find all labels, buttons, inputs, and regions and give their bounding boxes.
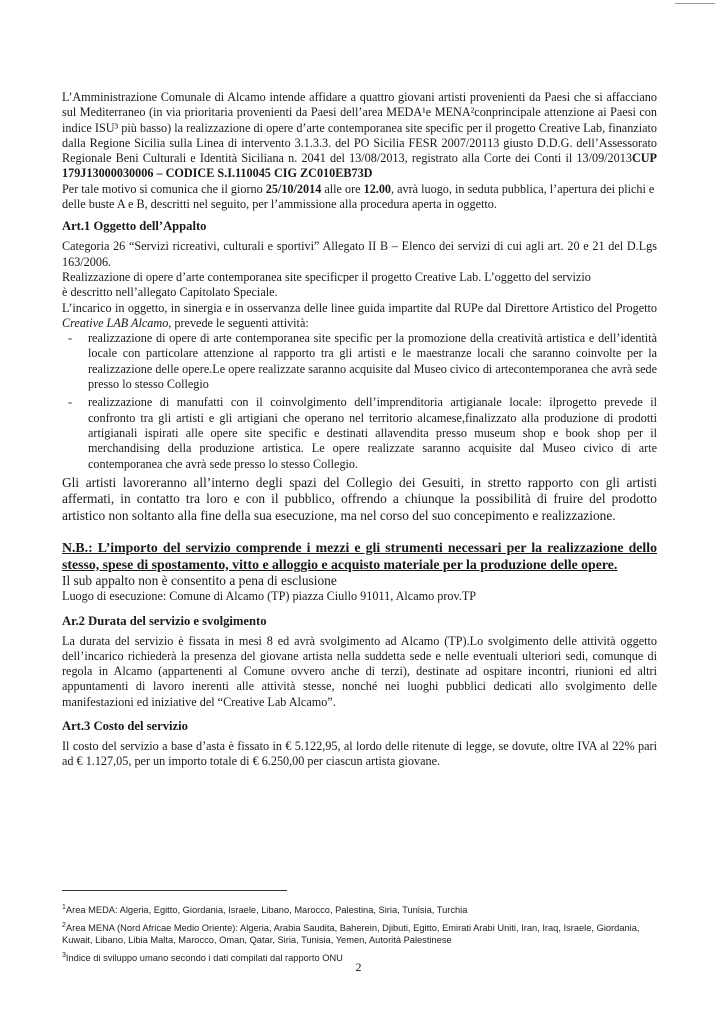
list-item: - realizzazione di opere di arte contemporanea site specific per la promozione della creatività artistica e dell’identità locale con particolare attenzione al rapporto tra gli artisti e le maestranze locali che saranno coinvolte per la realizzazione delle opere.Le opere realizzate saranno acquisite dal Museo civico di artecontemporanea che avrà sede presso lo stesso Collegio: [88, 331, 657, 392]
art3-text: Il costo del servizio a base d’asta è fissato in € 5.122,95, al lordo delle ritenute di legge, se dovute, oltre IVA al 22% pari ad € 1.127,05, per un importo totale di € 6.250,00 per ciascun artista giovane.: [62, 738, 657, 769]
convocation-post: , avrà luogo, in seduta pubblica, l’apertura dei plichi e delle buste A e B, descritti nel seguito, per l’ammissione alla procedura aperta in oggetto.: [62, 181, 655, 212]
footnote-separator: [62, 890, 287, 891]
art1-heading: Art.1 Oggetto dell’Appalto: [62, 219, 207, 234]
art1-artists-paragraph: Gli artisti lavoreranno all’interno degli spazi del Collegio dei Gesuiti, in stretto rapporto con gli artisti affermati, in contatto tra loro e con il pubblico, offrendo a chiunque la possibilità di fruire del prodotto artistico non soltanto alla fine della sua esecuzione, ma nel corso del suo concepimento e realizzazione.: [62, 474, 657, 524]
nb-notice: N.B.: L’importo del servizio comprende i mezzi e gli strumenti necessari per la realizzazione dello stesso, spese di spostamento, vitto e alloggio e acquisto materiale per la produzione delle opere.: [62, 539, 657, 572]
footnote-mark: 2: [62, 922, 66, 930]
art1-realization-line1: Realizzazione di opere d’arte contemporanea site specificper il progetto Creative Lab. L’oggetto del servizio: [62, 269, 591, 284]
footnote-1: [62, 902, 657, 916]
footnote-text: Area MENA (Nord Africae Medio Oriente): Algeria, Arabia Saudita, Baherein, Djibuti, Egitto, Emirati Arabi Uniti, Iran, Iraq, Israele, Giordania, Kuwait, Libano, Libia Malta, Marocco, Oman, Qatar, Siria, Tunisia, Yemen, Autorità Palestinese: [62, 923, 640, 946]
art1-assignment: [62, 301, 657, 332]
art2-heading: Ar.2 Durata del servizio e svolgimento: [62, 613, 267, 628]
convocation-pre: Per tale motivo si comunica che il giorno: [62, 181, 266, 196]
intro-text: L’Amministrazione Comunale di Alcamo intende affidare a quattro giovani artisti provenienti da Paesi che si affacciano sul Mediterraneo (in via prioritaria provenienti da Paesi dell’area MEDA¹e MENA²conprincipale attenzione ai Paesi con indice ISU³ più basso) la realizzazione di opere d’arte contemporanea site specific per il progetto Creative Lab, finanziato dalla Regione Sicilia sulla Linea di intervento 3.1.3.3. del PO Sicilia FESR 2007/20113 giusto D.D.G. dell’Assessorato Regionale Beni Culturali e Identità Siciliana n. 2041 del 13/08/2013, registrato alla Corte dei Conti il 13/09/2013: [62, 90, 657, 166]
art2-text: La durata del servizio è fissata in mesi 8 ed avrà svolgimento ad Alcamo (TP).Lo svolgimento delle attività oggetto dell’incarico richiederà la presenza del giovane artista nella suddetta sede e nelle eventuali ulteriori sedi, comunque di regola in Alcamo (appartenenti al Comune ovvero anche di terzi), destinate ad ospitare incontri, riunioni ed altri appuntamenti di lavoro inerenti alle attività stesse, nonché nei luoghi pubblici dedicati allo svolgimento delle manifestazioni ed iniziative del “Creative Lab Alcamo”.: [62, 633, 657, 709]
convocation-mid: alle ore: [321, 181, 364, 196]
art1-activity-list: [62, 331, 657, 472]
art1-realization: [62, 270, 657, 301]
page-number: 2: [355, 960, 362, 974]
footnote-mark: 3: [62, 952, 66, 960]
convocation-time: 12.00: [363, 181, 392, 196]
subcontract-note: Il sub appalto non è consentito a pena di esclusione: [62, 572, 337, 588]
corner-scan-mark: [675, 3, 715, 4]
footnotes: [62, 902, 657, 968]
footnote-text: Indice di sviluppo umano secondo i dati compilati dal rapporto ONU: [65, 953, 343, 964]
document-body: [62, 90, 657, 770]
convocation-paragraph: [62, 182, 657, 213]
list-item: - realizzazione di manufatti con il coinvolgimento dell’imprenditoria artigianale locale: ilprogetto prevede il confronto tra gli artisti e gli artigiani che operano nel territorio alcamese,finalizzato alla produzione di prodotti artigianali ispirati alle opere site specific e destinati allavendita presso museum shop e book shop per il merchandising della produzione artistica. Le opere realizzate saranno acquisite dal Museo civico di arte contemporanea che avrà sede presso lo stesso Collegio.: [88, 395, 657, 471]
intro-cup-code: CUP 179J13000030006 – CODICE S.I.110045 CIG ZC010EB73D: [62, 151, 657, 181]
footnote-text: Area MEDA: Algeria, Egitto, Giordania, Israele, Libano, Marocco, Palestina, Siria, Tunisia, Turchia: [65, 905, 468, 916]
art1-assignment-pre: L’incarico in oggetto, in sinergia e in osservanza delle linee guida impartite dal RUPe dal Direttore Artistico del Progetto: [62, 300, 657, 315]
art1-realization-line2: è descritto nell’allegato Capitolato Speciale.: [62, 285, 278, 300]
footnote-2: [62, 920, 657, 946]
art3-heading: Art.3 Costo del servizio: [62, 718, 188, 733]
footnote-mark: 1: [62, 904, 66, 911]
execution-location: Luogo di esecuzione: Comune di Alcamo (TP) piazza Ciullo 91011, Alcamo prov.TP: [62, 589, 477, 604]
art1-category: Categoria 26 “Servizi ricreativi, culturali e sportivi” Allegato II B – Elenco dei servizi di cui agli art. 20 e 21 del D.Lgs 163/2006.: [62, 239, 657, 269]
art1-assignment-post: , prevede le seguenti attività:: [168, 315, 309, 330]
intro-paragraph: [62, 90, 657, 182]
art1-assignment-project: Creative LAB Alcamo: [62, 315, 169, 330]
convocation-date: 25/10/2014: [265, 181, 322, 196]
